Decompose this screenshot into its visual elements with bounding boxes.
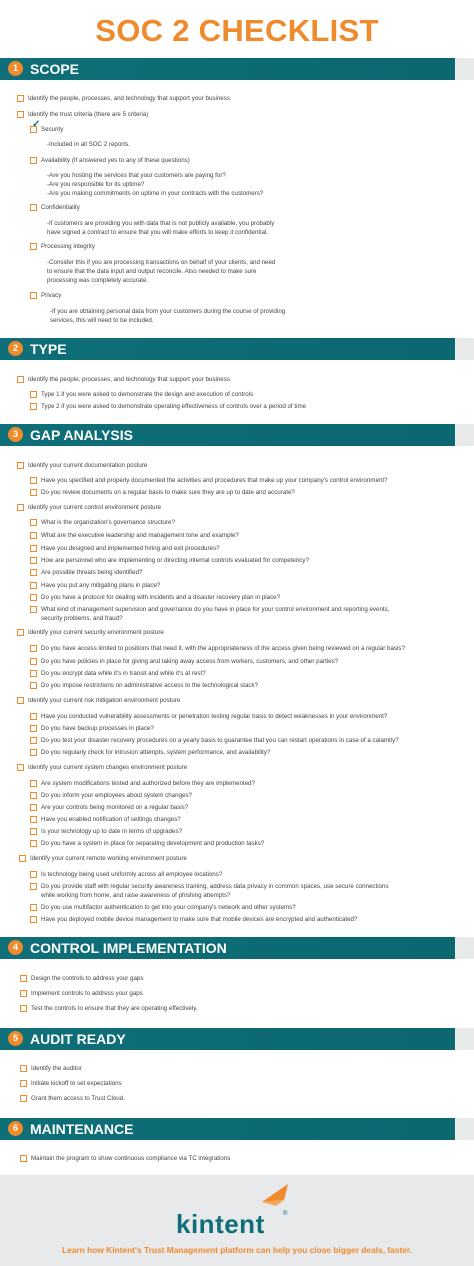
checkbox[interactable] [30, 670, 37, 677]
note: -Are you making commitments on uptime in your contracts with the customers? [47, 190, 264, 197]
section-title: MAINTENANCE [30, 1121, 134, 1137]
checkbox[interactable] [30, 645, 37, 652]
item-text: Do you have access limited to positions that need it, with the appropriateness of the access given being reviewed on a regular basis? [41, 645, 405, 652]
checkbox[interactable] [20, 990, 27, 997]
item-text: Identify your current remote working environment posture [30, 855, 187, 862]
checkbox[interactable] [20, 1095, 27, 1102]
item-text: Do you have a system in place for separating development and production tasks? [41, 840, 265, 847]
section-number: 5 [8, 1031, 23, 1046]
item-text: Identify your current security environment posture [28, 629, 164, 636]
section-header-gap-analysis [0, 424, 474, 446]
item-text: Do you inform your employees about system changes? [41, 792, 192, 799]
checkbox[interactable] [30, 204, 37, 211]
note: -If you are obtaining personal data from your customers during the course of providing [50, 308, 286, 315]
item-text: Have you deployed mobile device management to make sure that mobile devices are encrypted and authenticated? [41, 916, 358, 923]
checkbox[interactable] [30, 582, 37, 589]
checkbox[interactable] [30, 243, 37, 250]
item-text: Do you review documents on a regular basis to make sure they are up to date and accurate? [41, 489, 295, 496]
note: to ensure that the data input and output reconcile. Also needed to make sure [47, 268, 257, 275]
checkbox[interactable] [30, 804, 37, 811]
item-text: Do you test your disaster recovery procedures on a yearly basis to guarantee that you can restart operations in case of a calamity? [41, 737, 399, 744]
section-number: 2 [8, 341, 23, 356]
checkbox[interactable] [30, 489, 37, 496]
section-title: AUDIT READY [30, 1031, 126, 1047]
checkbox[interactable] [30, 658, 37, 665]
item-text: What kind of management supervision and governance do you have in place for your control environment and reporting events, [41, 606, 390, 613]
item-text: Do you have policies in place for giving and taking away access from workers, customers, and other parties? [41, 658, 339, 665]
section-header-scope [0, 58, 474, 80]
checkbox[interactable] [30, 594, 37, 601]
checkbox[interactable] [30, 840, 37, 847]
item-text: Are system modifications tested and authorized before they are implemented? [41, 780, 255, 787]
kite-logo-icon [258, 1180, 294, 1212]
section-title: GAP ANALYSIS [30, 427, 133, 443]
checkbox[interactable] [30, 519, 37, 526]
checkbox[interactable] [30, 606, 37, 613]
checkbox[interactable] [20, 1155, 27, 1162]
section-title: SCOPE [30, 61, 80, 77]
note: -Are you hosting the services that your customers are paying for? [47, 172, 226, 179]
checkbox[interactable] [30, 391, 37, 398]
checkbox[interactable] [17, 111, 24, 118]
checkbox[interactable] [30, 904, 37, 911]
footer-cta[interactable]: Learn how Kintent's Trust Management platform can help you close bigger deals, faster. [61, 1245, 413, 1255]
item-text: Are possible threats being identified? [41, 569, 143, 576]
item-text: Do you regularly check for intrusion attempts, system performance, and availability? [41, 749, 271, 756]
checkbox[interactable] [30, 292, 37, 299]
checkbox[interactable] [17, 376, 24, 383]
checkbox[interactable] [20, 1065, 27, 1072]
checkbox[interactable] [17, 629, 24, 636]
checkbox[interactable] [30, 792, 37, 799]
item-text: Are your controls being monitored on a regular basis? [41, 804, 189, 811]
checkbox[interactable] [17, 462, 24, 469]
checkbox[interactable] [30, 477, 37, 484]
checkmark-icon: ✓ [32, 119, 41, 130]
item-text: Identify your current documentation posture [28, 462, 148, 469]
checkbox[interactable] [19, 855, 26, 862]
checkbox[interactable] [17, 697, 24, 704]
checkbox[interactable] [30, 883, 37, 890]
checkbox[interactable] [30, 871, 37, 878]
checkbox[interactable] [17, 95, 24, 102]
item-text: Have you enabled notification of settings changes? [41, 816, 181, 823]
checkbox[interactable] [30, 545, 37, 552]
item-text: Identify your current risk mitigation environment posture [28, 697, 181, 704]
section-number: 3 [8, 427, 23, 442]
item-text: Have you specified and properly documented the activities and procedures that make up your company's control environment? [41, 477, 388, 484]
note: processing was completely accurate. [47, 277, 149, 284]
item-text: security problems, and fraud? [41, 615, 123, 622]
item-text: Do you have a protocol for dealing with incidents and a disaster recovery plan in place? [41, 594, 281, 601]
section-number: 4 [8, 940, 23, 955]
note: -Included in all SOC 2 reports. [47, 141, 130, 148]
checkbox[interactable] [30, 403, 37, 410]
item-text: Do you impose restrictions on administrative access to the technological stack? [41, 682, 259, 689]
checkbox[interactable] [30, 749, 37, 756]
checkbox[interactable] [30, 725, 37, 732]
note: -Consider this if you are processing transactions on behalf of your clients, and need [47, 259, 276, 266]
item-text: Do you provide staff with regular security awareness training, address data privacy in common spaces, use secure connections [41, 883, 389, 890]
checkbox[interactable] [30, 157, 37, 164]
checkbox[interactable] [17, 504, 24, 511]
checkbox-checked[interactable] [30, 119, 41, 133]
item-text: Identify your current system changes environment posture [28, 764, 188, 771]
item-text: Do you use multifactor authentication to get into your company's network and other systems? [41, 904, 296, 911]
item-text: Have you conducted vulnerability assessments or penetration testing regular basis to detect weaknesses in your environment? [41, 713, 388, 720]
note: services, this will need to be included. [50, 317, 154, 324]
section-title: CONTROL IMPLEMENTATION [30, 940, 227, 956]
item-text: What are the executive leadership and management tone and example? [41, 532, 239, 539]
checkbox[interactable] [30, 532, 37, 539]
checkbox[interactable] [30, 816, 37, 823]
kintent-logo: kintent [176, 1209, 265, 1239]
section-header-maintenance [0, 1118, 474, 1140]
registered-mark: ® [283, 1211, 288, 1217]
checkbox[interactable] [17, 764, 24, 771]
section-header-type [0, 338, 474, 360]
note: -If customers are providing you with data that is not publicly available, you probably [47, 220, 275, 227]
checkbox[interactable] [20, 1080, 27, 1087]
section-title: TYPE [30, 341, 67, 357]
item-text: Is technology being used uniformly across all employee locations? [41, 871, 223, 878]
checkbox[interactable] [30, 780, 37, 787]
checkbox[interactable] [30, 557, 37, 564]
checkbox[interactable] [20, 975, 27, 982]
item-text: How are personnel who are implementing or directing internal controls evaluated for competency? [41, 557, 309, 564]
checkbox[interactable] [30, 713, 37, 720]
checkbox[interactable] [30, 737, 37, 744]
checkbox[interactable] [30, 828, 37, 835]
item-text: Have you designed and implemented hiring and exit procedures? [41, 545, 220, 552]
note: -Are you responsible for its uptime? [47, 181, 145, 188]
checkbox[interactable] [30, 916, 37, 923]
checkbox[interactable] [30, 569, 37, 576]
item-text: Is your technology up to date in terms of upgrades? [41, 828, 183, 835]
page-title: SOC 2 CHECKLIST [95, 13, 379, 48]
checkbox[interactable] [30, 682, 37, 689]
item-text: Identify your current control environment posture [28, 504, 162, 511]
item-text: Do you have backup processes in place? [41, 725, 154, 732]
section-header-audit-ready [0, 1028, 474, 1050]
item-text: Do you encrypt data while it's in transit and while it's at rest? [41, 670, 206, 677]
checkbox[interactable] [20, 1005, 27, 1012]
section-header-control-implementation [0, 937, 474, 959]
item-text: What is the organization's governance structure? [41, 519, 175, 526]
section-number: 6 [8, 1121, 23, 1136]
item-text: Have you put any mitigating plans in place? [41, 582, 161, 589]
item-text: while working from home, and raise awareness of phishing attempts? [41, 892, 231, 899]
note: have signed a contract to ensure that you will make efforts to keep it confidential. [47, 229, 269, 236]
section-number: 1 [8, 61, 23, 76]
